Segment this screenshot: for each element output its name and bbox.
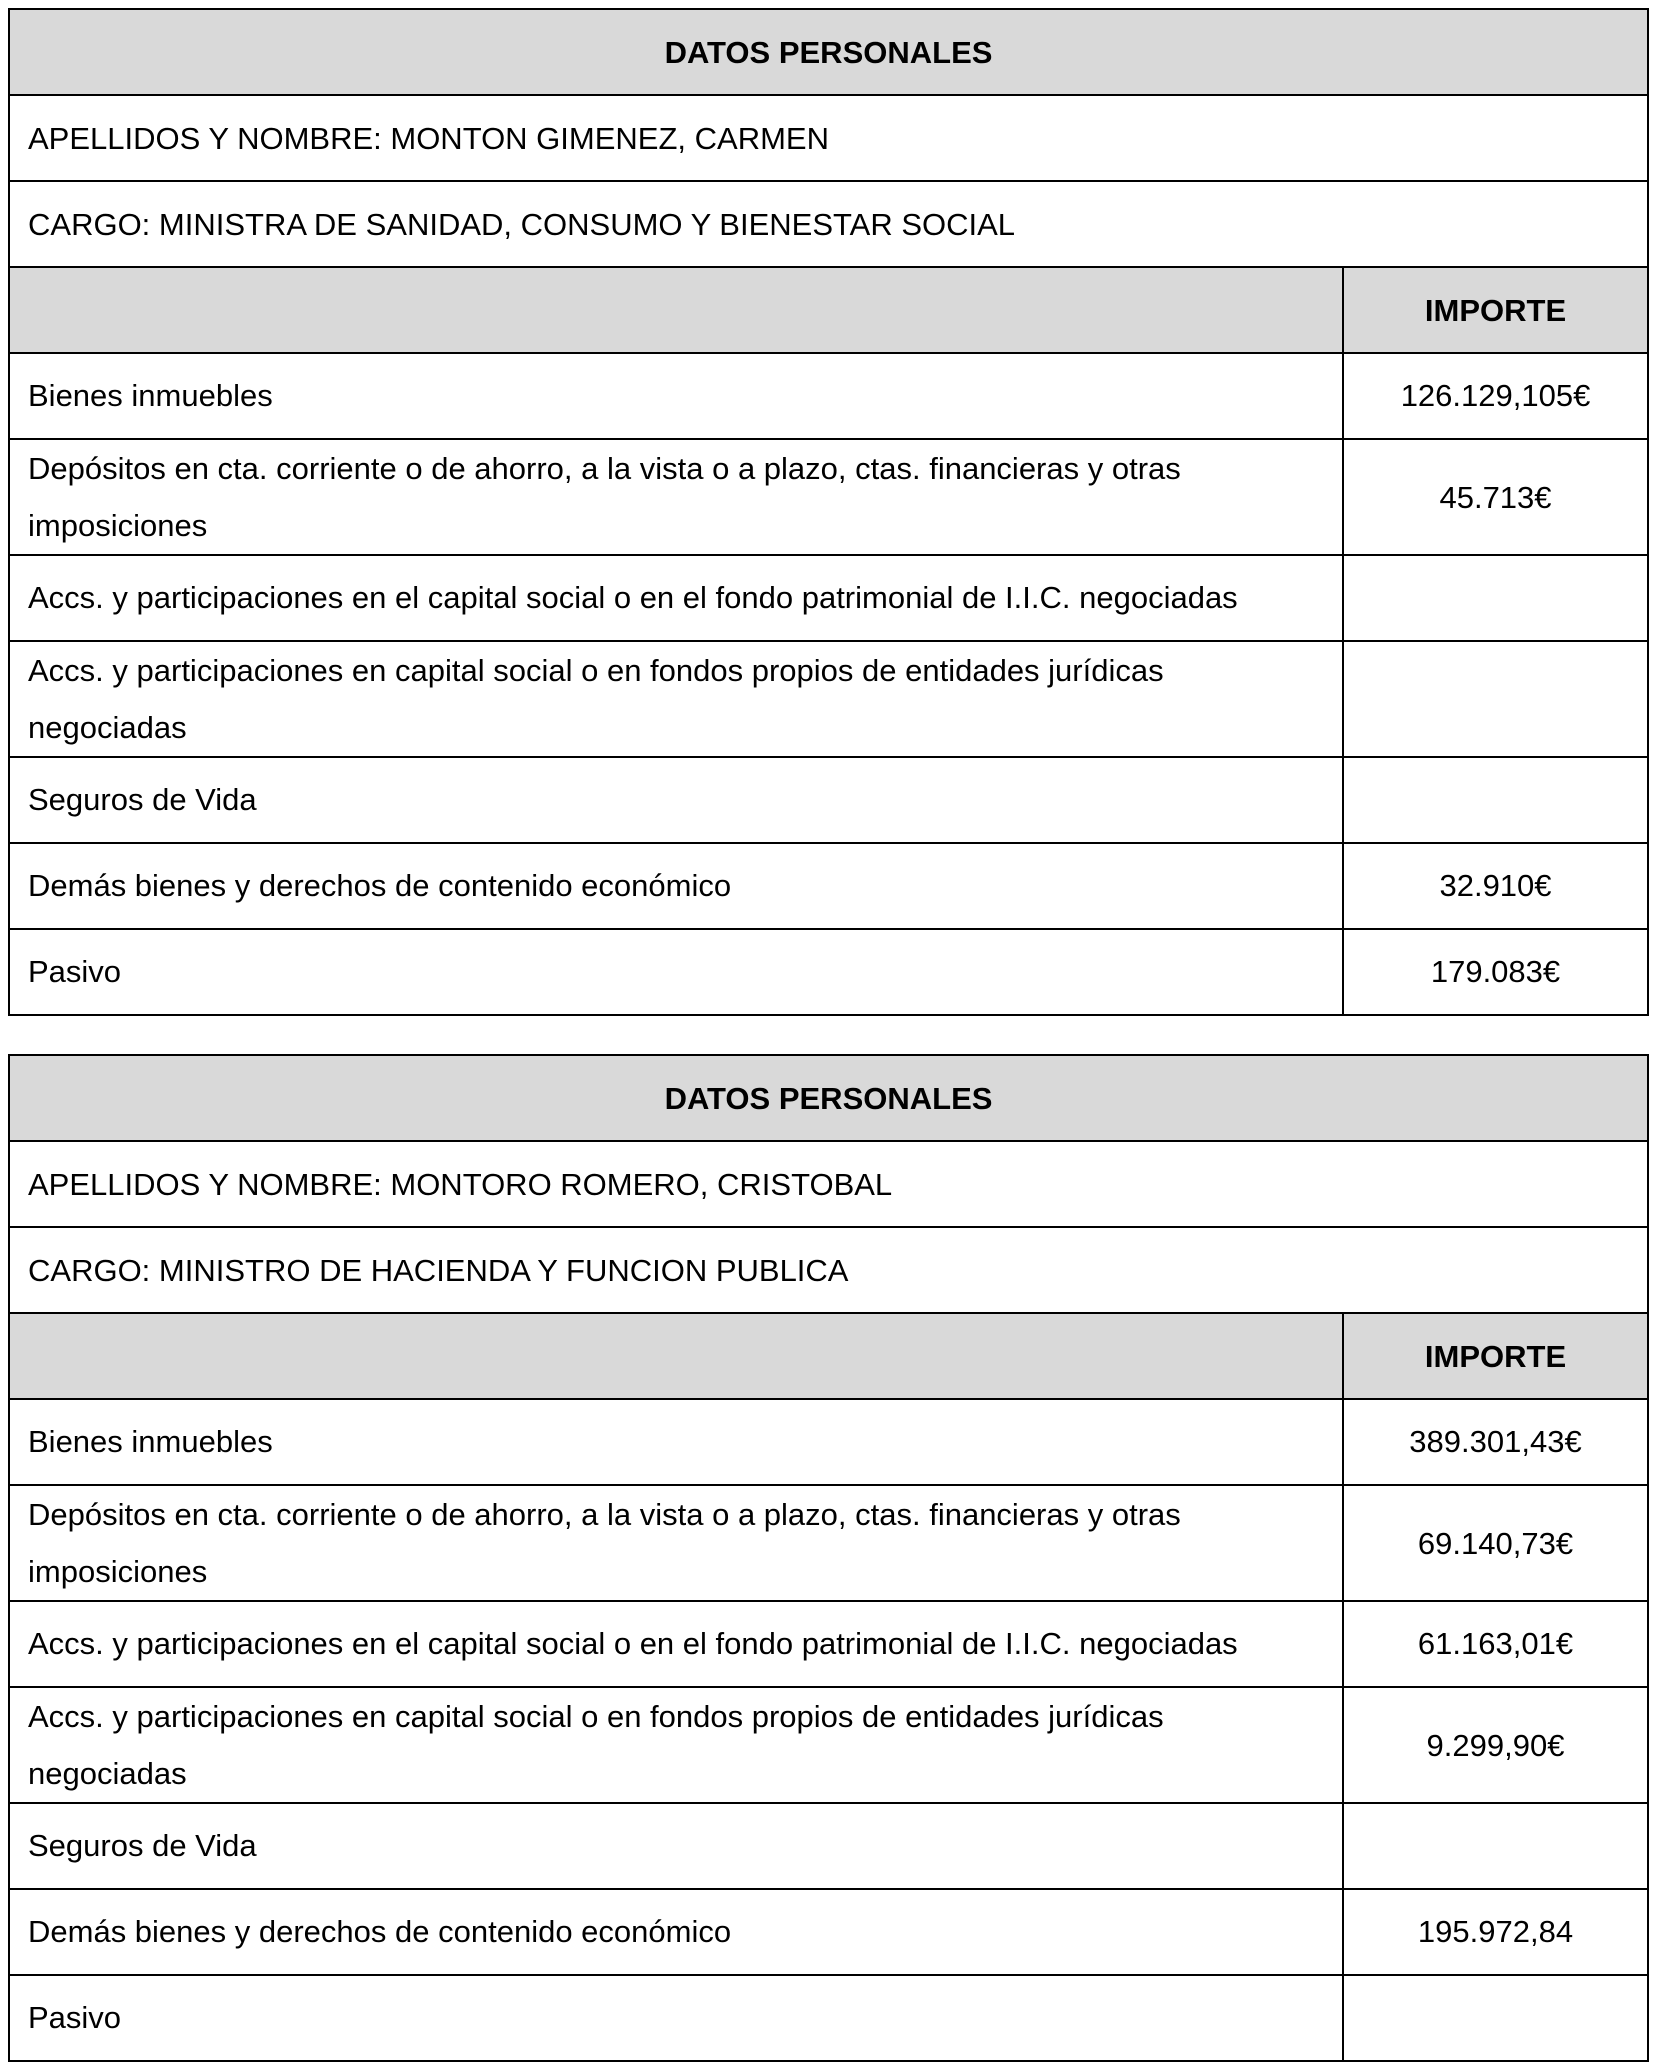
asset-amount	[1343, 1803, 1648, 1889]
asset-amount: 126.129,105€	[1343, 353, 1648, 439]
table-row	[9, 439, 1648, 555]
personal-data-table	[8, 8, 1649, 1016]
amount-column-header: IMPORTE	[1343, 1313, 1648, 1399]
asset-amount	[1343, 641, 1648, 757]
amount-column-header: IMPORTE	[1343, 267, 1648, 353]
asset-label: Bienes inmuebles	[9, 1399, 1343, 1485]
asset-amount: 9.299,90€	[1343, 1687, 1648, 1803]
asset-label: Accs. y participaciones en el capital social o en el fondo patrimonial de I.I.C. negociadas	[9, 1601, 1343, 1687]
table-row	[9, 555, 1648, 641]
asset-label: Accs. y participaciones en el capital social o en el fondo patrimonial de I.I.C. negociadas	[9, 555, 1343, 641]
cargo-line: CARGO: MINISTRO DE HACIENDA Y FUNCION PUBLICA	[9, 1227, 1648, 1313]
asset-label: Pasivo	[9, 1975, 1343, 2061]
asset-label: Demás bienes y derechos de contenido económico	[9, 1889, 1343, 1975]
asset-label: Accs. y participaciones en capital social o en fondos propios de entidades jurídicas negociadas	[9, 1687, 1343, 1803]
table-row	[9, 1601, 1648, 1687]
personal-data-table	[8, 1054, 1649, 2062]
asset-amount	[1343, 757, 1648, 843]
asset-amount: 389.301,43€	[1343, 1399, 1648, 1485]
asset-amount: 32.910€	[1343, 843, 1648, 929]
amount-header-spacer	[9, 267, 1343, 353]
asset-amount	[1343, 1975, 1648, 2061]
name-line: APELLIDOS Y NOMBRE: MONTON GIMENEZ, CARMEN	[9, 95, 1648, 181]
table-row	[9, 757, 1648, 843]
asset-label: Accs. y participaciones en capital social o en fondos propios de entidades jurídicas negociadas	[9, 641, 1343, 757]
table-row	[9, 929, 1648, 1015]
asset-label: Bienes inmuebles	[9, 353, 1343, 439]
table-row	[9, 1399, 1648, 1485]
asset-label: Seguros de Vida	[9, 757, 1343, 843]
cargo-line: CARGO: MINISTRA DE SANIDAD, CONSUMO Y BIENESTAR SOCIAL	[9, 181, 1648, 267]
amount-header-spacer	[9, 1313, 1343, 1399]
asset-amount: 195.972,84	[1343, 1889, 1648, 1975]
asset-label: Demás bienes y derechos de contenido económico	[9, 843, 1343, 929]
table-row	[9, 1975, 1648, 2061]
asset-amount: 61.163,01€	[1343, 1601, 1648, 1687]
asset-label: Depósitos en cta. corriente o de ahorro, a la vista o a plazo, ctas. financieras y otras imposiciones	[9, 1485, 1343, 1601]
table-row	[9, 1687, 1648, 1803]
asset-amount: 45.713€	[1343, 439, 1648, 555]
asset-label: Pasivo	[9, 929, 1343, 1015]
table-row	[9, 1485, 1648, 1601]
table-row	[9, 353, 1648, 439]
section-header: DATOS PERSONALES	[9, 9, 1648, 95]
asset-amount	[1343, 555, 1648, 641]
asset-label: Seguros de Vida	[9, 1803, 1343, 1889]
asset-amount: 69.140,73€	[1343, 1485, 1648, 1601]
section-header: DATOS PERSONALES	[9, 1055, 1648, 1141]
table-row	[9, 641, 1648, 757]
table-row	[9, 1889, 1648, 1975]
table-row	[9, 1803, 1648, 1889]
asset-label: Depósitos en cta. corriente o de ahorro, a la vista o a plazo, ctas. financieras y otras imposiciones	[9, 439, 1343, 555]
table-row	[9, 843, 1648, 929]
asset-amount: 179.083€	[1343, 929, 1648, 1015]
name-line: APELLIDOS Y NOMBRE: MONTORO ROMERO, CRISTOBAL	[9, 1141, 1648, 1227]
